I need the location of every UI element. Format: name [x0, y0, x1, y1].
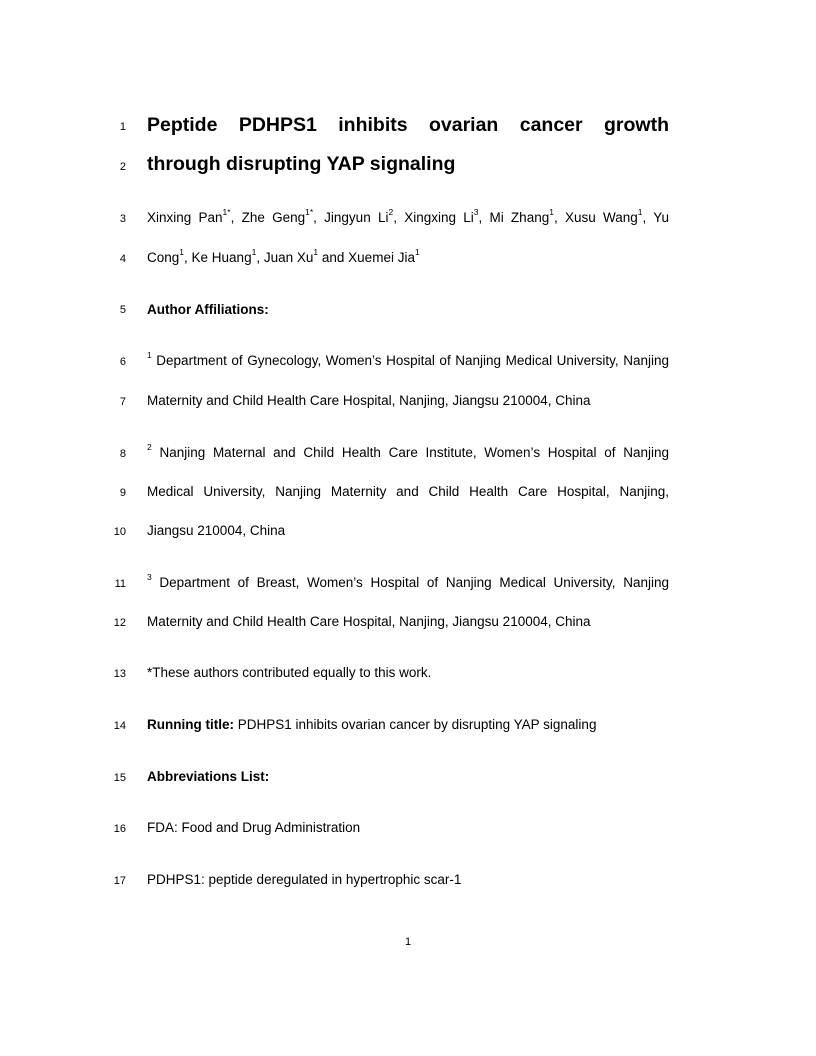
author-name: Ke Huang	[191, 250, 252, 265]
author-name: Xingxing Li	[404, 210, 474, 225]
author-affiliation-mark: 1	[637, 207, 643, 217]
line-number: 14	[113, 720, 126, 732]
affiliation-2-line-2: Medical University, Nanjing Maternity and Child Health Care Hospital, Nanjing,	[147, 484, 669, 499]
abbreviations-heading: Abbreviations List:	[147, 769, 270, 784]
paper-title-line-2: through disrupting YAP signaling	[147, 153, 456, 175]
author-name: Xuemei Jia	[348, 250, 415, 265]
author-name: Mi Zhang	[489, 210, 550, 225]
affiliations-heading: Author Affiliations:	[147, 302, 269, 317]
author-name: Yu	[653, 210, 669, 225]
author-affiliation-mark: 1	[549, 207, 554, 217]
author-affiliation-mark: 1	[414, 247, 420, 257]
line-number: 15	[113, 772, 126, 784]
abbreviation-item: FDA: Food and Drug Administration	[147, 820, 361, 835]
affiliation-1-line-2: Maternity and Child Health Care Hospital, Nanjing, Jiangsu 210004, China	[147, 393, 591, 408]
author-affiliation-mark: 1	[179, 247, 185, 257]
line-number: 5	[119, 304, 126, 316]
line-number: 8	[119, 448, 126, 460]
line-number: 16	[113, 823, 126, 835]
line-number: 9	[119, 487, 126, 499]
author-affiliation-mark: 1	[251, 247, 257, 257]
affiliation-3-line-1: $^3$ Department of Breast, Women’s Hospital of Nanjing Medical University, Nanjing	[147, 572, 669, 590]
line-number: 13	[113, 668, 126, 680]
running-title-text: PDHPS1 inhibits ovarian cancer by disrupting YAP signaling	[237, 717, 597, 732]
author-name: Juan Xu	[263, 250, 314, 265]
affiliation-number: 1	[147, 350, 152, 360]
author-affiliation-mark: 1*	[222, 207, 231, 217]
page-number: 1	[404, 936, 412, 948]
author-name: Cong	[147, 250, 180, 265]
paper-title-line-1: Peptide PDHPS1 inhibits ovarian cancer growth	[147, 114, 669, 136]
affiliation-number: 3	[147, 572, 152, 582]
line-number: 17	[113, 875, 126, 887]
running-title-label: Running title:	[147, 717, 234, 732]
affiliation-2-line-3: Jiangsu 210004, China	[147, 523, 286, 538]
author-affiliation-mark: 3	[473, 207, 479, 217]
author-name: Xinxing Pan	[147, 210, 223, 225]
author-affiliation-mark: 2	[388, 207, 394, 217]
line-number: 12	[113, 617, 126, 629]
affiliation-1-line-1: $^1$ Department of Gynecology, Women’s Hospital of Nanjing Medical University, Nanjing	[147, 350, 669, 368]
author-name: Jingyun Li	[324, 210, 389, 225]
author-affiliation-mark: 1*	[305, 207, 314, 217]
line-number: 10	[113, 526, 126, 538]
running-title	[147, 717, 669, 732]
author-name: Zhe Geng	[241, 210, 306, 225]
line-number: 3	[119, 213, 126, 225]
authors-line-2: Cong$^1$, Ke Huang$^1$, Juan Xu$^1$ and Xuemei Jia$^1$	[147, 247, 420, 265]
abbreviation-item: PDHPS1: peptide deregulated in hypertrophic scar-1	[147, 872, 462, 887]
authors-and: and	[321, 250, 345, 265]
author-affiliation-mark: 1	[313, 247, 319, 257]
author-name: Xusu Wang	[564, 210, 638, 225]
line-number: 6	[119, 356, 126, 368]
affiliation-2-line-1: $^2$ Nanjing Maternal and Child Health Care Institute, Women’s Hospital of Nanjing	[147, 442, 669, 460]
affiliation-3-line-2: Maternity and Child Health Care Hospital, Nanjing, Jiangsu 210004, China	[147, 614, 591, 629]
line-number: 1	[119, 121, 126, 133]
authors-line-1: Xinxing Pan$^{1*}$, Zhe Geng$^{1*}$, Jingyun Li$^2$, Xingxing Li$^3$, Mi Zhang$^1$, Xusu Wang$^1$, Yu	[147, 207, 669, 225]
line-number: 7	[119, 396, 126, 408]
equal-contribution-note: *These authors contributed equally to this work.	[147, 665, 432, 680]
affiliation-number: 2	[147, 442, 152, 452]
line-number: 4	[119, 253, 126, 265]
line-number: 11	[114, 578, 126, 590]
line-number: 2	[119, 161, 126, 173]
